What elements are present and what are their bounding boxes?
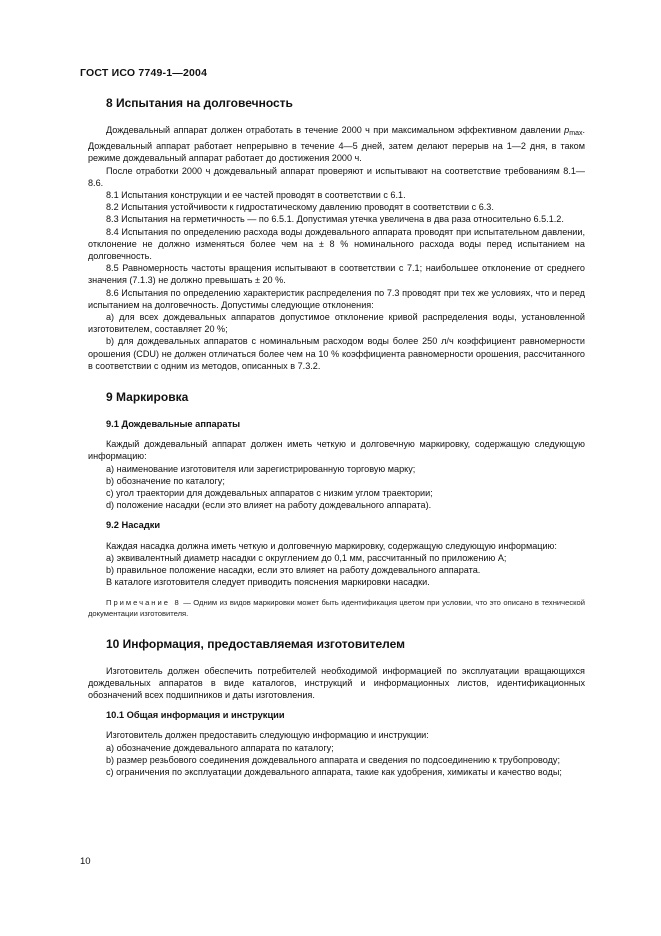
paragraph: Изготовитель должен обеспечить потребителей необходимой информацией по эксплуатации вращающихся дождевальных аппаратов в виде каталогов, инструкций и информационных листов, идентификационных обозначений всех подшипников и даты изготовления. — [88, 665, 585, 700]
paragraph: 8.5 Равномерность частоты вращения испытывают в соответствии с 7.1; наибольшее отклонение от среднего значения (7.1.3) не должно превышать ± 20 %. — [88, 263, 585, 286]
list-item: d) положение насадки (если это влияет на работу дождевального аппарата). — [106, 500, 432, 511]
list-item: a) наименование изготовителя или зарегистрированную торговую марку; — [106, 463, 416, 474]
list-item: a) для всех дождевальных аппаратов допустимое отклонение кривой распределения воды, установленной изготовителем, составляет 20 %; — [88, 312, 585, 335]
paragraph: Каждый дождевальный аппарат должен иметь четкую и долговечную маркировку, содержащую следующую информацию: — [88, 439, 585, 462]
section-9-title: 9 Маркировка — [106, 390, 189, 405]
document-header: ГОСТ ИСО 7749-1—2004 — [80, 67, 208, 79]
list-item: a) обозначение дождевального аппарата по каталогу; — [106, 742, 334, 753]
list-item: b) обозначение по каталогу; — [106, 475, 225, 486]
paragraph: 8.6 Испытания по определению характеристик распределения по 7.3 проводят при тех же условиях, что и перед испытанием на долговечность. Допустимы следующие отклонения: — [88, 287, 585, 310]
subsection-9-1-title: 9.1 Дождевальные аппараты — [106, 419, 241, 430]
paragraph: 8.2 Испытания устойчивости к гидростатическому давлению проводят в соответствии с 6.3. — [106, 202, 494, 213]
list-item: b) размер резьбового соединения дождевального аппарата и сведения по подсоединению к трубопроводу; — [106, 754, 560, 765]
paragraph: Изготовитель должен предоставить следующую информацию и инструкции: — [106, 730, 429, 741]
list-item: a) эквивалентный диаметр насадки с округлением до 0,1 мм, рассчитанный по приложению А; — [106, 552, 507, 563]
list-item: b) правильное положение насадки, если это влияет на работу дождевального аппарата. — [106, 565, 481, 576]
paragraph: 8.4 Испытания по определению расхода воды дождевального аппарата проводят при испытательном давлении, отклонение не должно изменяться более чем на ± 8 % номинального расхода воды перед испытанием на долговечность. — [88, 226, 585, 262]
list-item: b) для дождевальных аппаратов с номинальным расходом воды более 250 л/ч коэффициент равномерности орошения (CDU) не должен отличаться более чем на 10 % коэффициента равномерности орошения, рассчитанного в соответствии с одним из методов, описанных в 7.3.2. — [88, 336, 585, 371]
subsection-10-1-title: 10.1 Общая информация и инструкции — [106, 710, 285, 721]
paragraph: После отработки 2000 ч дождевальный аппарат проверяют и испытывают на соответствие требованиям 8.1—8.6. — [88, 165, 585, 188]
section-8-title: 8 Испытания на долговечность — [106, 96, 293, 110]
page-content — [88, 96, 585, 778]
paragraph: Каждая насадка должна иметь четкую и долговечную маркировку, содержащую следующую информацию: — [106, 540, 557, 551]
paragraph: Дождевальный аппарат должен отработать в течение 2000 ч при максимальном эффективном давлении $p_{max}$. Дождевальный аппарат работает непрерывно в течение 4—5 дней, затем делают перерыв на 1—2 дня, в таком режиме дождевальный аппарат работает до достижения 2000 ч. — [88, 125, 585, 164]
note-8: Примечание 8 — Одним из видов маркировки может быть идентификация цветом при условии, что это описано в технической документации изготовителя. — [88, 597, 585, 618]
list-item: c) ограничения по эксплуатации дождевального аппарата, такие как удобрения, химикаты и качество воды; — [106, 766, 562, 777]
section-10-title: 10 Информация, предоставляемая изготовителем — [106, 636, 405, 651]
list-item: c) угол траектории для дождевальных аппаратов с низким углом траектории; — [106, 488, 433, 499]
paragraph: 8.1 Испытания конструкции и ее частей проводят в соответствии с 6.1. — [106, 190, 406, 201]
page-number: 10 — [80, 856, 91, 867]
paragraph: 8.3 Испытания на герметичность — по 6.5.1. Допустимая утечка увеличена в два раза относительно 6.5.1.2. — [106, 214, 564, 225]
paragraph: В каталоге изготовителя следует приводить пояснения маркировки насадки. — [106, 577, 430, 588]
subsection-9-2-title: 9.2 Насадки — [106, 520, 161, 531]
